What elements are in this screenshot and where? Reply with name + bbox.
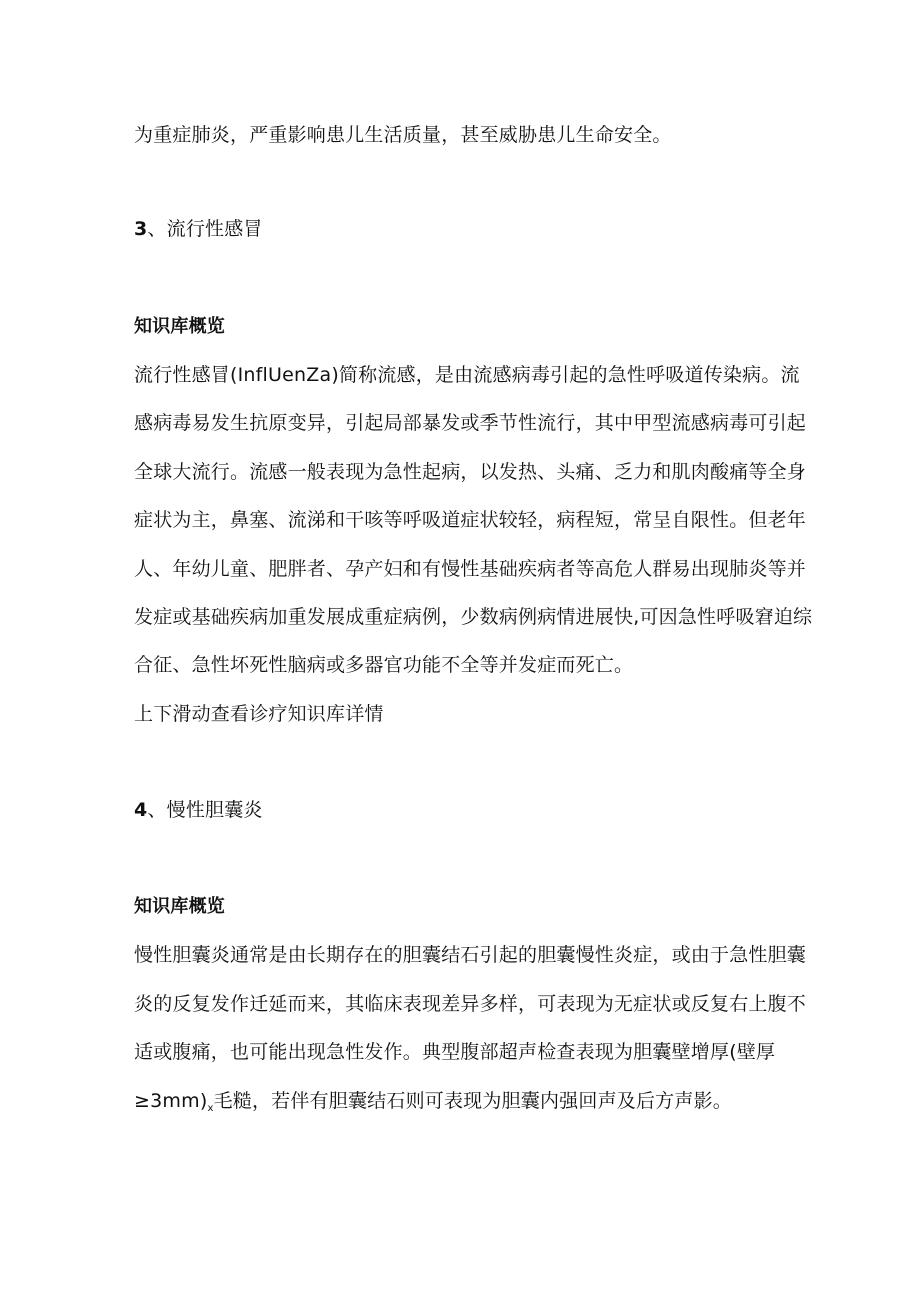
subscript-mark: x: [207, 1103, 214, 1114]
section-number: 3: [134, 218, 148, 240]
measurement-text: ≥3mm): [134, 1090, 208, 1112]
overview-heading: 知识库概览: [134, 896, 225, 917]
section-title-influenza: [134, 216, 794, 242]
paragraph-line: 发症或基础疾病加重发展成重症病例，少数病例病情进展快,可因急性呼吸窘迫综: [134, 606, 813, 628]
intro-paragraph-tail: 为重症肺炎，严重影响患儿生活质量，甚至威胁患儿生命安全。: [134, 124, 672, 146]
section-title-cholecystitis: [134, 797, 794, 823]
paragraph-line-last: [134, 1088, 794, 1122]
scroll-hint: 上下滑动查看诊疗知识库详情: [134, 703, 384, 725]
overview-heading: 知识库概览: [134, 316, 225, 337]
section-separator: 、: [147, 218, 167, 240]
section-number: 4: [134, 799, 148, 821]
paragraph-line: 感病毒易发生抗原变异，引起局部暴发或季节性流行，其中甲型流感病毒可引起: [134, 412, 807, 434]
paragraph-line: 人、年幼儿童、肥胖者、孕产妇和有慢性基础疾病者等高危人群易出现肺炎等并: [134, 558, 807, 580]
paragraph-line: 适或腹痛，也可能出现急性发作。典型腹部超声检查表现为胆囊壁增厚(壁厚: [134, 1041, 776, 1063]
paragraph-line-rest: 毛糙，若伴有胆囊结石则可表现为胆囊内强回声及后方声影。: [213, 1090, 732, 1112]
section-separator: 、: [147, 799, 167, 821]
section-title-text: 慢性胆囊炎: [166, 799, 263, 821]
paragraph-line: 慢性胆囊炎通常是由长期存在的胆囊结石引起的胆囊慢性炎症，或由于急性胆囊: [134, 944, 807, 966]
paragraph-line: 合征、急性坏死性脑病或多器官功能不全等并发症而死亡。: [134, 654, 634, 676]
paragraph-line: 流行性感冒(InflUenZa)简称流感，是由流感病毒引起的急性呼吸道传染病。流: [134, 364, 800, 386]
paragraph-line: 全球大流行。流感一般表现为急性起病，以发热、头痛、乏力和肌肉酸痛等全身: [134, 461, 807, 483]
section-title-text: 流行性感冒: [166, 218, 263, 240]
paragraph-line: 症状为主，鼻塞、流涕和干咳等呼吸道症状较轻，病程短，常呈自限性。但老年: [134, 509, 807, 531]
paragraph-line: 炎的反复发作迁延而来，其临床表现差异多样，可表现为无症状或反复右上腹不: [134, 993, 807, 1015]
